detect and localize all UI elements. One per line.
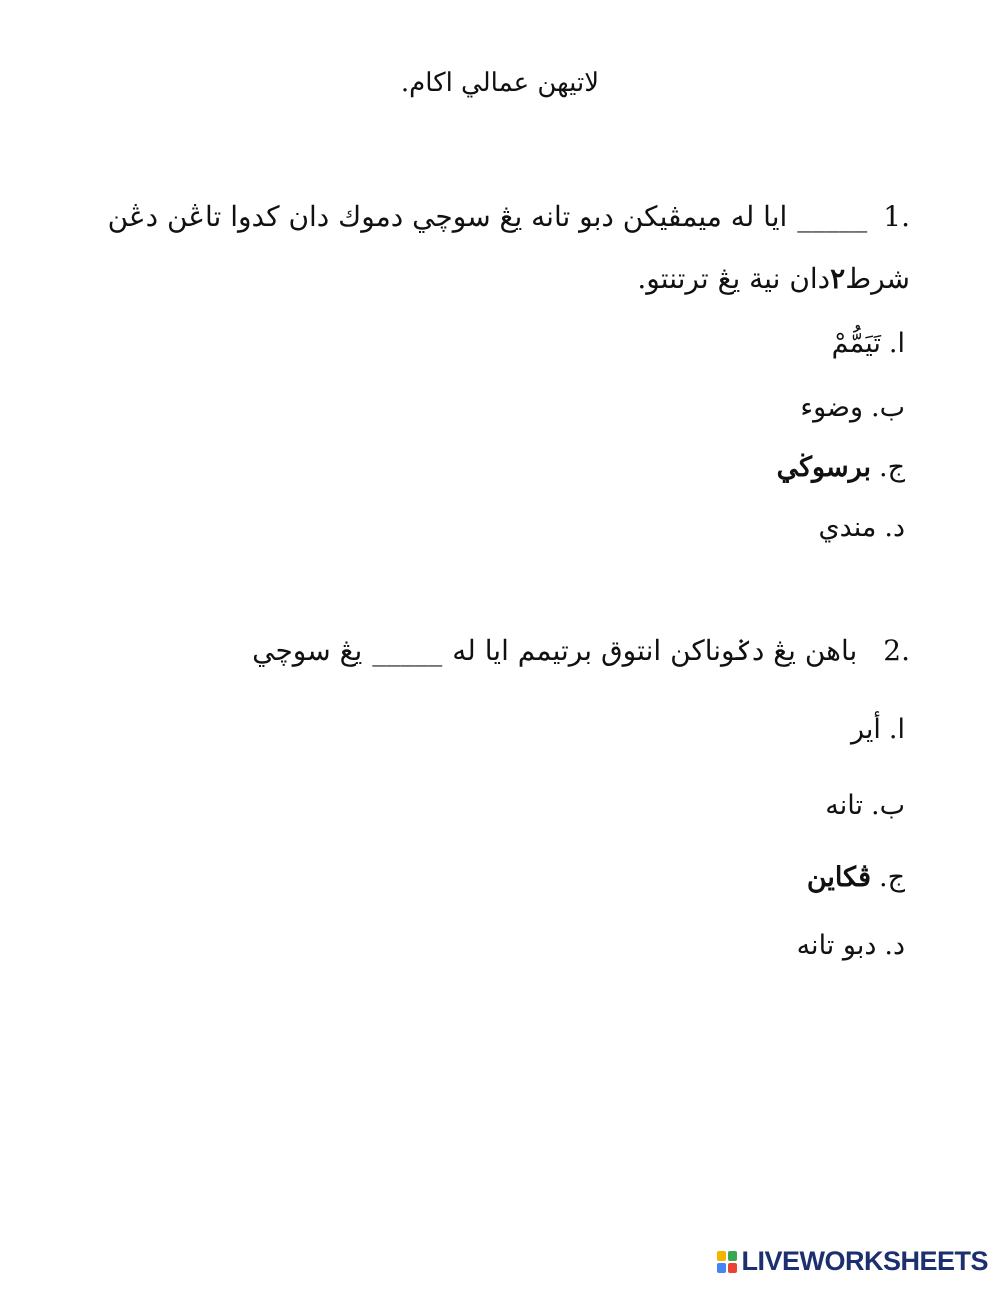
question-1-line-2-number: ٢ <box>830 262 846 295</box>
question-1-line-2-start: شرط <box>845 262 910 295</box>
question-1-line-2 <box>637 262 910 295</box>
question-1-option-d[interactable] <box>818 512 905 543</box>
question-1-option-c[interactable] <box>777 452 905 483</box>
page-title: لاتيهن عمالي اكام. <box>400 68 600 98</box>
option-letter: ا. <box>888 328 905 359</box>
question-1-blank: _____ <box>797 200 868 233</box>
option-text: دبو تانه <box>796 930 877 961</box>
question-2-text-before: باهن يڠ دݢوناكن انتوق برتيمم ايا له <box>452 634 858 667</box>
option-letter: ب. <box>870 392 905 423</box>
question-2-text-after: يڠ سوچي <box>252 634 363 667</box>
option-letter: د. <box>884 930 905 961</box>
question-1-option-a[interactable] <box>832 328 905 359</box>
option-letter: ج. <box>878 862 905 893</box>
question-2-option-d[interactable] <box>797 930 905 961</box>
question-2-option-a[interactable] <box>851 714 905 745</box>
question-1-text: ايا له ميمڤيكن دبو تانه يڠ سوچي دموك دان كدوا تاڠن دڠن <box>107 200 788 233</box>
question-1-number: 1. <box>883 200 910 233</box>
question-1-line-1 <box>108 200 910 233</box>
question-2-number: 2. <box>883 634 910 667</box>
option-letter: ب. <box>870 790 905 821</box>
option-text: ڤكاين <box>806 862 871 893</box>
question-1-line-2-end: دان نية يڠ ترتنتو. <box>637 262 831 295</box>
logo-icon-square <box>728 1263 737 1273</box>
logo-icon-square <box>717 1263 726 1273</box>
option-letter: ج. <box>878 452 905 483</box>
logo-icon-square <box>728 1251 737 1261</box>
logo-text: LIVEWORKSHEETS <box>741 1246 988 1276</box>
question-2-option-b[interactable] <box>825 790 905 821</box>
logo-icon-square <box>717 1251 726 1261</box>
option-text: مندي <box>818 512 877 543</box>
question-2-blank: _____ <box>372 634 443 667</box>
question-1-option-b[interactable] <box>800 392 905 423</box>
option-text: برسوڬي <box>776 452 871 483</box>
option-text: أير <box>850 714 881 745</box>
option-letter: د. <box>884 512 905 543</box>
question-2-line-1 <box>252 634 910 667</box>
option-text: وضوء <box>800 392 863 423</box>
option-text: تانه <box>825 790 863 821</box>
question-2-option-c[interactable] <box>807 862 905 893</box>
liveworksheets-logo-icon <box>717 1251 737 1273</box>
option-letter: ا. <box>888 714 905 745</box>
liveworksheets-logo <box>717 1246 988 1277</box>
option-text: تَيَمُّمْ <box>831 328 881 359</box>
